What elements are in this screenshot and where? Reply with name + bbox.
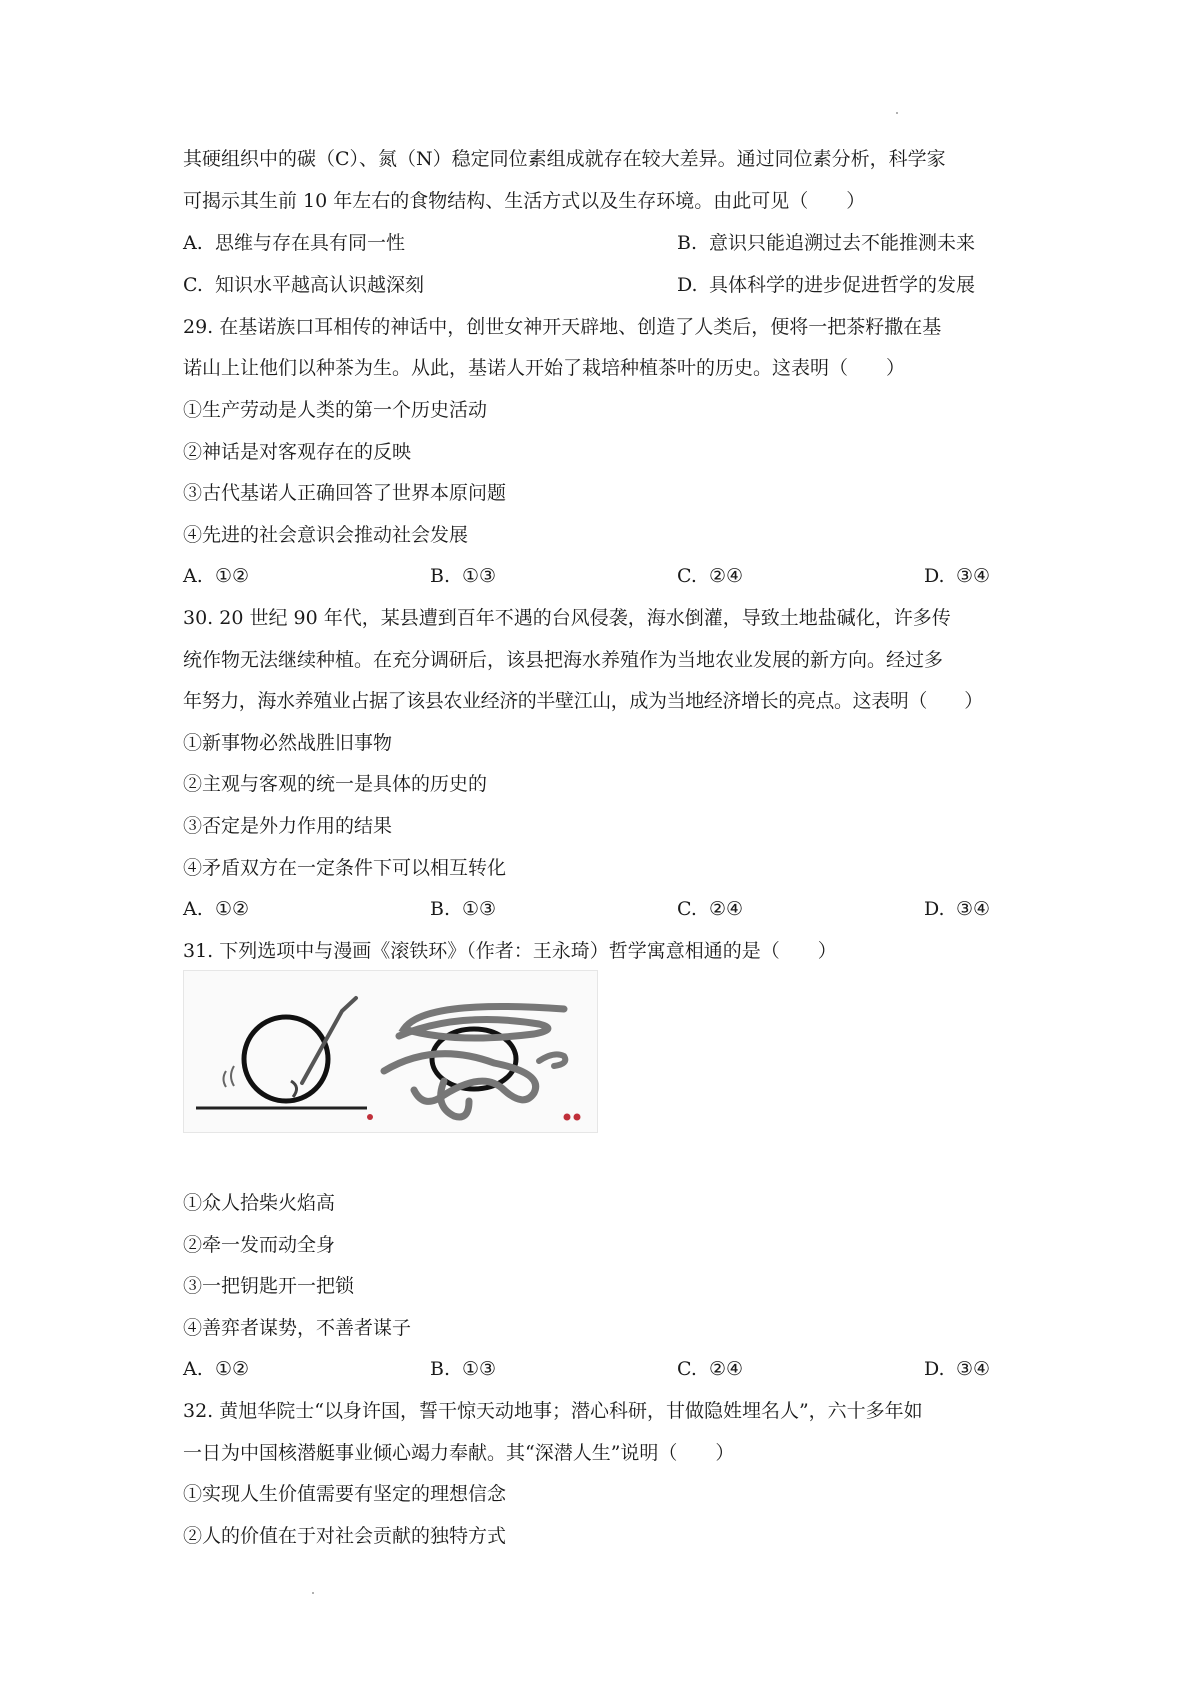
q30-stem-line: 30. 20 世纪 90 年代，某县遭到百年不遇的台风侵袭，海水倒灌，导致土地盐碱化，许多传 [183,607,951,629]
q32-item: ②人的价值在于对社会贡献的独特方式 [183,1525,507,1547]
q29-item: ③古代基诺人正确回答了世界本原问题 [183,482,507,504]
tangled-rod-end [539,1054,565,1066]
q29-option-b: B. ①③ [430,565,497,587]
q31-option-c: C. ②④ [677,1358,744,1380]
hook-tip [291,1081,297,1097]
q30-item: ①新事物必然战胜旧事物 [183,732,393,754]
q29-item: ①生产劳动是人类的第一个历史活动 [183,399,488,421]
q31-item: ②牵一发而动全身 [183,1234,336,1256]
q29-stem-line: 诺山上让他们以种茶为生。从此，基诺人开始了栽培种植茶叶的历史。这表明（ ） [183,357,906,379]
rolling-hoop-cartoon [183,970,598,1133]
q29-stem-line: 29. 在基诺族口耳相传的神话中，创世女神开天辟地、创造了人类后，便将一把茶籽撒在基 [183,316,942,338]
q30-option-c: C. ②④ [677,898,744,920]
q29-option-a: A. ①② [183,565,250,587]
q30-item: ②主观与客观的统一是具体的历史的 [183,773,488,795]
q28-stem-line: 可揭示其生前 10 年左右的食物结构、生活方式以及生存环境。由此可见（ ） [183,190,866,212]
panel-mark-dot [564,1114,571,1121]
q30-option-d: D. ③④ [924,898,991,920]
scan-speck [896,112,898,114]
q29-option-c: C. ②④ [677,565,744,587]
q31-option-b: B. ①③ [430,1358,497,1380]
q31-item: ③一把钥匙开一把锁 [183,1275,355,1297]
motion-lines [224,1066,235,1087]
q30-stem-line: 年努力，海水养殖业占据了该县农业经济的半壁江山，成为当地经济增长的亮点。这表明（ ） [183,690,983,712]
q30-stem-line: 统作物无法继续种植。在充分调研后，该县把海水养殖作为当地农业发展的新方向。经过多 [183,649,944,671]
q32-stem-line: 32. 黄旭华院士“以身许国，誓干惊天动地事；潜心科研，甘做隐姓埋名人”，六十多年如 [183,1400,923,1422]
scan-speck [312,1592,314,1594]
q28-stem-line: 其硬组织中的碳（C）、氮（N）稳定同位素组成就存在较大差异。通过同位素分析，科学家 [183,148,946,170]
tangled-rod [399,1007,564,1039]
panel-mark-dot [367,1114,373,1120]
q29-option-d: D. ③④ [924,565,991,587]
q30-item: ③否定是外力作用的结果 [183,815,393,837]
q28-option-b: B. 意识只能追溯过去不能推测未来 [677,232,976,254]
q30-option-a: A. ①② [183,898,250,920]
q32-stem-line: 一日为中国核潜艇事业倾心竭力奉献。其“深潜人生”说明（ ） [183,1442,735,1464]
q31-stem-line: 31. 下列选项中与漫画《滚铁环》（作者：王永琦）哲学寓意相通的是（ ） [183,940,837,962]
q30-item: ④矛盾双方在一定条件下可以相互转化 [183,857,507,879]
q31-item: ④善弈者谋势，不善者谋子 [183,1317,412,1339]
q29-item: ②神话是对客观存在的反映 [183,441,412,463]
q29-item: ④先进的社会意识会推动社会发展 [183,524,469,546]
q28-option-d: D. 具体科学的进步促进哲学的发展 [677,274,976,296]
q28-option-a: A. 思维与存在具有同一性 [183,232,406,254]
rolling-hoop-drawing [184,971,597,1132]
q28-option-c: C. 知识水平越高认识越深刻 [183,274,425,296]
tangled-rod-loop [384,1054,536,1102]
q31-option-d: D. ③④ [924,1358,991,1380]
panel-mark-dot [574,1114,581,1121]
q30-option-b: B. ①③ [430,898,497,920]
q32-item: ①实现人生价值需要有坚定的理想信念 [183,1483,507,1505]
q31-option-a: A. ①② [183,1358,250,1380]
q31-item: ①众人拾柴火焰高 [183,1192,336,1214]
